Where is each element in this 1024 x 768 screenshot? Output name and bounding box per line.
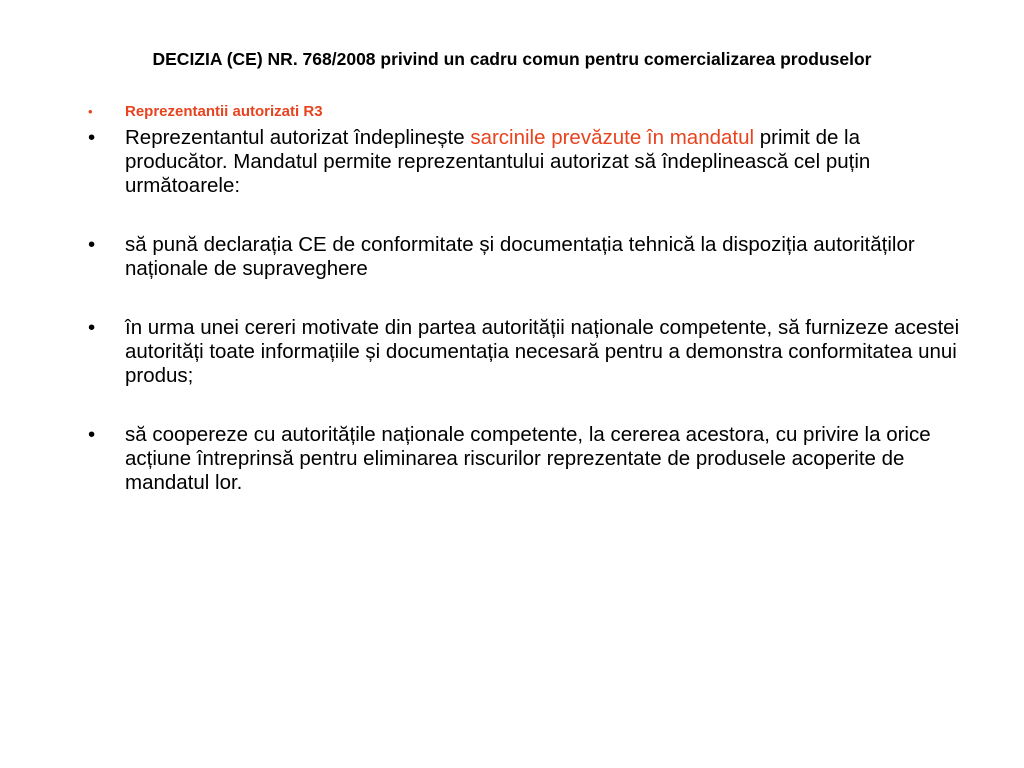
- list-item: [88, 126, 968, 198]
- item-text: în urma unei cereri motivate din partea autorității naționale competente, să furnizeze acestei autorități toate informațiile și documentația necesară pentru a demonstra conformitatea unui produs;: [125, 316, 960, 387]
- bullet-icon: •: [88, 316, 96, 339]
- item-text-after: primit de la producător. Mandatul permite reprezentantului autorizat să îndeplinească cel puțin următoarele:: [125, 126, 871, 197]
- subheading: Reprezentantii autorizati R3: [125, 103, 323, 120]
- item-text-highlight: sarcinile prevăzute în mandatul: [470, 126, 755, 149]
- item-text: să coopereze cu autoritățile naționale competente, la cererea acestora, cu privire la orice acțiune întreprinsă pentru eliminarea riscurilor reprezentate de produsele acoperite de mandatul lor.: [125, 423, 931, 494]
- slide-content: [88, 103, 968, 530]
- subheading-item: [88, 103, 968, 121]
- list-item: [88, 423, 968, 495]
- item-text: să pună declarația CE de conformitate și documentația tehnică la dispoziția autorităților naționale de supraveghere: [125, 233, 915, 280]
- bullet-icon: •: [88, 126, 96, 149]
- bullet-icon: •: [88, 104, 93, 119]
- slide-title: DECIZIA (CE) NR. 768/2008 privind un cadru comun pentru comercializarea produselor: [152, 49, 872, 69]
- item-text-before: Reprezentantul autorizat îndeplinește: [125, 126, 471, 149]
- list-item: [88, 316, 968, 388]
- bullet-icon: •: [88, 423, 96, 446]
- list-item: [88, 233, 968, 281]
- bullet-icon: •: [88, 233, 96, 256]
